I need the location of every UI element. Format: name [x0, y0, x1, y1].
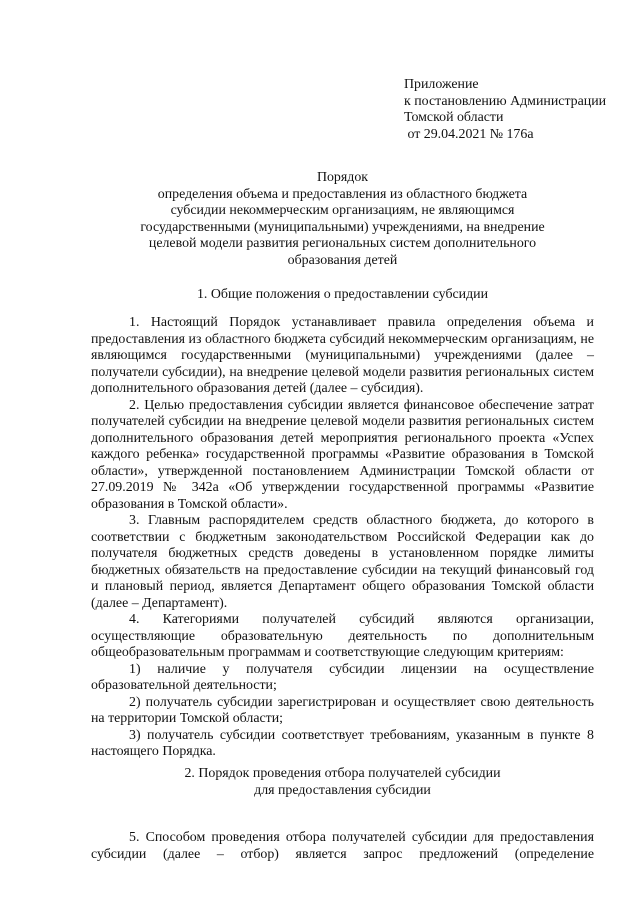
section-2-body [91, 830, 594, 863]
section-heading-line: для предоставления субсидии [254, 782, 431, 798]
appendix-line: Приложение [404, 77, 479, 92]
title-line: Порядок [316, 170, 369, 185]
paragraph-2: 2. Целью предоставления субсидии является финансовое обеспечение затрат получателей субсидии на внедрение целевой модели развития региональных систем дополнительного образования детей мероприятия регионального проекта «Успех каждого ребенка» государственной программы «Развитие образования в Томской области», утвержденной постановлением Администрации Томской области от 27.09.2019 № 342а «Об утверждении государственной программы «Развитие образования в Томской области». [91, 397, 594, 512]
paragraph-4: 4. Категориями получателей субсидий являются организации, осуществляющие образовательную деятельность по дополнительным общеобразовательным программам и соответствующие следующим критериям: [91, 612, 594, 660]
paragraph-1: 1. Настоящий Порядок устанавливает правила определения объема и предоставления из областного бюджета субсидий некоммерческим организациям, не являющимся государственными (муниципальными) учреждениями (далее – получатели субсидии), на внедрение целевой модели развития региональных систем дополнительного образования детей (далее – субсидия). [91, 315, 594, 396]
paragraph-5: 5. Способом проведения отбора получателей субсидии для предоставления субсидии (далее – отбор) является запрос предложений (определение [91, 830, 594, 862]
criterion-3: 3) получатель субсидии соответствует требованиям, указанным в пункте 8 настоящего Порядка. [91, 727, 594, 759]
paragraph-3: 3. Главным распорядителем средств областного бюджета, до которого в соответствии с бюджетным законодательством Российской Федерации как до получателя бюджетных средств доведены в установленном порядке лимиты бюджетных обязательств на предоставление субсидии на текущий финансовый год и плановый период, является Департамент общего образования Томской области (далее – Департамент). [91, 513, 594, 611]
section-1 [91, 287, 594, 304]
title-line: целевой модели развития региональных систем дополнительного [148, 236, 537, 251]
section-heading-line: 2. Порядок проведения отбора получателей субсидии [184, 766, 501, 781]
criterion-2: 2) получатель субсидии зарегистрирован и осуществляет свою деятельность на территории Томской области; [91, 694, 594, 726]
appendix-line: к постановлению Администрации [404, 93, 607, 109]
section-1-body [91, 315, 594, 761]
document-title [91, 170, 594, 269]
title-line: определения объема и предоставления из областного бюджета [157, 186, 528, 202]
criterion-1: 1) наличие у получателя субсидии лицензии на осуществление образовательной деятельности; [91, 661, 594, 693]
section-heading: 1. Общие положения о предоставлении субсидии [196, 287, 489, 302]
appendix-header [404, 77, 624, 143]
title-line: государственными (муниципальными) учреждениями, на внедрение [140, 219, 545, 235]
appendix-line: от 29.04.2021 № 176а [404, 126, 534, 142]
title-line: субсидии некоммерческим организациям, не являющимся [170, 203, 515, 218]
appendix-line: Томской области [404, 110, 504, 125]
section-2-heading [91, 766, 594, 799]
title-line: образования детей [287, 252, 398, 268]
